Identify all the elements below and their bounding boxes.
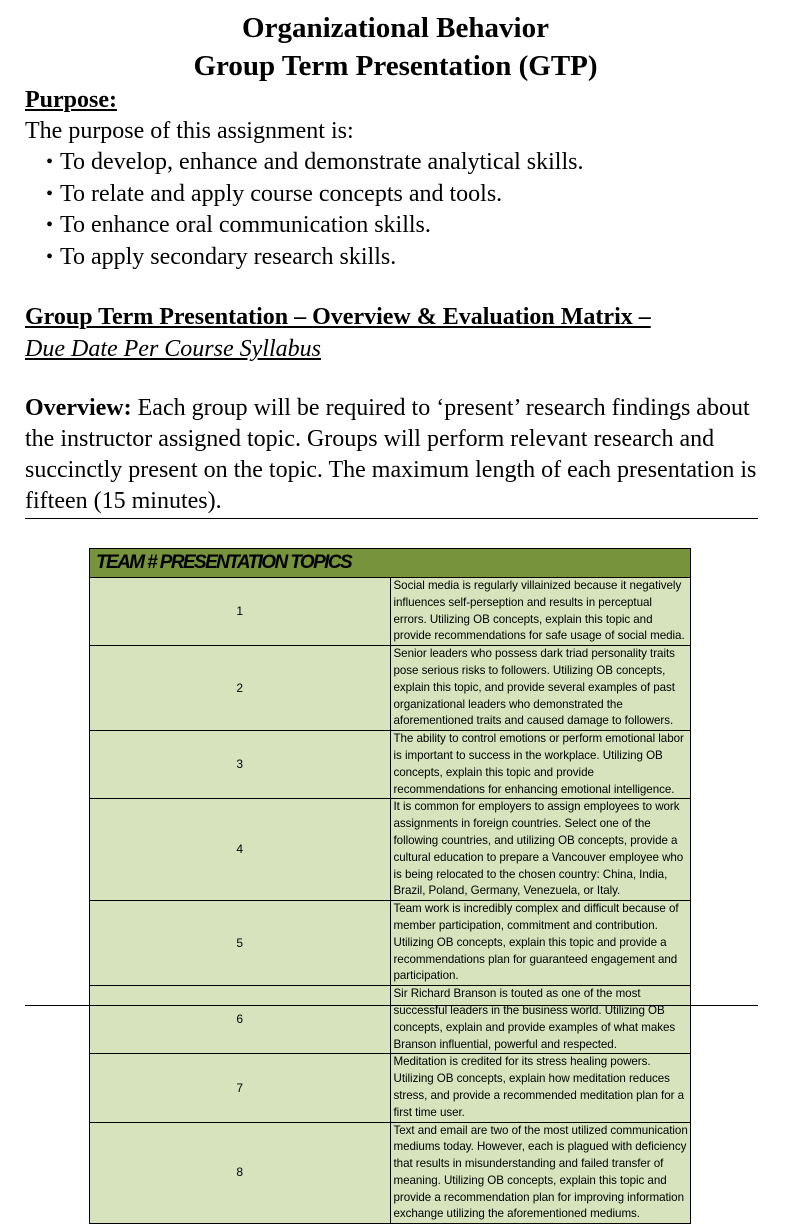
gtp-section-heading: Group Term Presentation – Overview & Evaluation Matrix – bbox=[25, 304, 651, 330]
table-row bbox=[90, 1122, 691, 1224]
table-row bbox=[90, 646, 691, 731]
overview-text: Each group will be required to ‘present’ research findings about the instructor assigned topic. Groups will perform relevant research and succinctly present on the topic. The maximum length of each presentation is fifteen (15 minutes). bbox=[25, 395, 757, 514]
purpose-bullet-text: To develop, enhance and demonstrate analytical skills. bbox=[60, 149, 584, 175]
table-header: TEAM # PRESENTATION TOPICS bbox=[90, 549, 691, 578]
presentation-topics-table bbox=[89, 548, 691, 1224]
table-row bbox=[90, 901, 691, 986]
purpose-bullet-text: To apply secondary research skills. bbox=[60, 243, 397, 270]
table-row bbox=[90, 799, 691, 901]
divider-line bbox=[25, 518, 758, 519]
due-date-note: Due Date Per Course Syllabus bbox=[25, 336, 321, 362]
topic-description: Senior leaders who possess dark triad personality traits pose serious risks to followers. Utilizing OB concepts, explain this topic, and provide several examples of past organizational leaders who demonstrated the aforementioned traits and caused damage to followers. bbox=[390, 646, 691, 731]
table-row bbox=[90, 578, 691, 646]
purpose-bullet bbox=[46, 147, 583, 179]
table-row bbox=[90, 986, 691, 1054]
divider-line bbox=[25, 1005, 758, 1006]
team-number: 5 bbox=[90, 901, 391, 986]
purpose-heading: Purpose: bbox=[25, 87, 117, 113]
document-subtitle: Group Term Presentation (GTP) bbox=[193, 50, 598, 82]
team-number: 6 bbox=[90, 986, 391, 1054]
topic-description: Team work is incredibly complex and difficult because of member participation, commitment and contribution. Utilizing OB concepts, explain this topic and provide a recommendations plan for guaranteed engagement and participation. bbox=[390, 901, 691, 986]
team-number: 4 bbox=[90, 799, 391, 901]
purpose-bullet bbox=[46, 210, 583, 242]
topic-description: Meditation is credited for its stress healing powers. Utilizing OB concepts, explain how meditation reduces stress, and provide a recommended meditation plan for a first time user. bbox=[390, 1054, 691, 1122]
table-row bbox=[90, 1054, 691, 1122]
bullet-icon: • bbox=[46, 214, 54, 236]
topic-description: The ability to control emotions or perform emotional labor is important to success in the workplace. Utilizing OB concepts, explain this topic and provide recommendations for enhancing emotional intelligence. bbox=[390, 731, 691, 799]
topic-description: It is common for employers to assign employees to work assignments in foreign countries. Select one of the following countries, and utilizing OB concepts, provide a cultural education to prepare a Vancouver employee who is being relocated to the chosen country: China, India, Brazil, Poland, Germany, Venezuela, or Italy. bbox=[390, 799, 691, 901]
overview-paragraph bbox=[25, 393, 765, 517]
purpose-intro: The purpose of this assignment is: bbox=[25, 118, 354, 144]
bullet-icon: • bbox=[46, 151, 54, 173]
table-row bbox=[90, 731, 691, 799]
document-title: Organizational Behavior bbox=[242, 12, 549, 44]
overview-label: Overview: bbox=[25, 395, 132, 421]
purpose-bullet-text: To relate and apply course concepts and tools. bbox=[60, 180, 503, 207]
purpose-bullet bbox=[46, 242, 583, 274]
bullet-icon: • bbox=[46, 182, 54, 205]
team-number: 3 bbox=[90, 731, 391, 799]
team-number: 2 bbox=[90, 646, 391, 731]
bullet-icon: • bbox=[46, 245, 54, 268]
purpose-bullet bbox=[46, 179, 583, 211]
topic-description: Sir Richard Branson is touted as one of the most successful leaders in the business world. Utilizing OB concepts, explain and provide examples of what makes Branson influential, powerful and respected. bbox=[390, 986, 691, 1054]
topic-description: Social media is regularly villainized because it negatively influences self-perseption and results in perceptual errors. Utilizing OB concepts, explain this topic and provide recommendations for safe usage of social media. bbox=[390, 578, 691, 646]
team-number: 1 bbox=[90, 578, 391, 646]
purpose-bullet-text: To enhance oral communication skills. bbox=[60, 212, 431, 238]
team-number: 8 bbox=[90, 1122, 391, 1224]
purpose-bullet-list bbox=[46, 147, 583, 273]
team-number: 7 bbox=[90, 1054, 391, 1122]
table-header-row bbox=[90, 549, 691, 578]
topic-description: Text and email are two of the most utilized communication mediums today. However, each is plagued with deficiency that results in misunderstanding and failed transfer of meaning. Utilizing OB concepts, explain this topic and provide a recommendation plan for improving information exchange utilizing the aforementioned mediums. bbox=[390, 1122, 691, 1224]
